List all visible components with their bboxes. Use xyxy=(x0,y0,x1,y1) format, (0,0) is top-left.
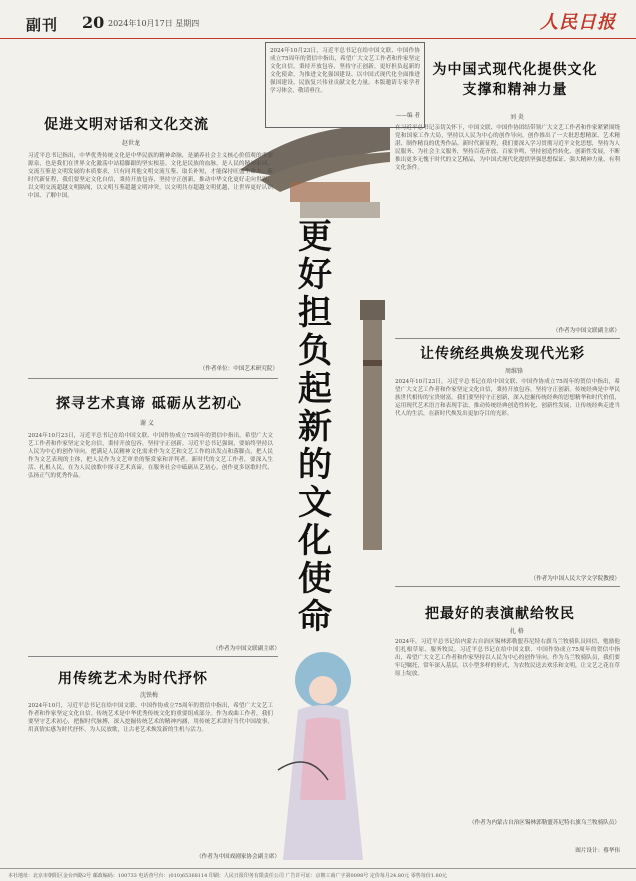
newspaper-logo: 人民日报 xyxy=(540,12,616,33)
divider xyxy=(395,586,620,587)
article-note-3: （作者为中国戏剧家协会副主席） xyxy=(196,854,280,860)
article-title-6: 把最好的表演献给牧民 xyxy=(425,606,575,622)
intro-text: 2024年10月23日，习近平总书记在给中国文联、中国作协成立75周年的贺信中指出，希望广大文艺工作者和作家坚定文化自信，秉持开放包容，坚持守正创新，更好担负起新的文化使命，为推进文化强国建设、以中国式现代化全面推进强国建设、民族复兴伟业贡献文化力量。本版邀请专家学者学习体会，敬请垂注。 xyxy=(270,48,420,94)
article-body-1: 习近平总书记指出，中华优秀传统文化是中华民族的精神命脉，是涵养社会主义核心价值观的重要源泉，也是我们在世界文化激荡中站稳脚跟的坚实根基。文化是民族的血脉，是人民的精神家园。交流互鉴是文明发展的本质要求，只有同其他文明交流互鉴、取长补短，才能保持旺盛生命力。新时代新征程，我们要坚定文化自信，秉持开放包容，坚持守正创新，推动中华文化更好走向世界，以文明交流超越文明隔阂，以文明互鉴超越文明冲突，以文明共存超越文明优越，让世界更好认识中国、了解中国。 xyxy=(28,153,273,199)
article-note-1: （作者单位：中国艺术研究院） xyxy=(199,366,278,372)
divider xyxy=(395,338,620,339)
editor-intro-box xyxy=(265,42,425,128)
masthead xyxy=(0,0,636,39)
article-note-4: （作者为中国文联副主席） xyxy=(552,328,620,334)
article-author-3: 沈铁梅 xyxy=(140,692,159,699)
article-note-6: （作者为内蒙古自治区锡林郭勒盟苏尼特右旗乌兰牧骑队员） xyxy=(468,820,620,826)
article-author-4: 刘 炎 xyxy=(510,114,524,121)
article-body-2: 2024年10月23日，习近平总书记在给中国文联、中国作协成立75周年的贺信中指出，希望广大文艺工作者和作家坚定文化自信，秉持开放包容，坚持守正创新。习近平总书记强调，要始终坚持以人民为中心的创作导向，把满足人民精神文化需求作为文艺和文艺工作的出发点和落脚点，把人民作为文艺表现的主体，把人民作为文艺审美的鉴赏家和评判者。新时代的文艺工作者，要深入生活、扎根人民，在为人民放歌中探寻艺术真谛，在服务社会中砥砺从艺初心，创作更多讴歌时代、弘扬正气的优秀作品。 xyxy=(28,433,273,479)
section-name: 副刊 xyxy=(26,16,59,34)
article-title-5: 让传统经典焕发现代光彩 xyxy=(420,346,585,362)
divider xyxy=(28,656,278,657)
article-title-4: 为中国式现代化提供文化支撑和精神力量 xyxy=(432,62,598,98)
page-number: 20 xyxy=(82,13,105,32)
article-body-3: 2024年10月，习近平总书记在给中国文联、中国作协成立75周年的贺信中指出，希望广大文艺工作者和作家坚定文化自信。传统艺术是中华优秀传统文化的重要组成部分。作为戏曲工作者，我们要坚守艺术初心，把握时代脉搏，深入挖掘传统艺术的精神内涵，用传统艺术讲好当代中国故事，用真情实感为时代抒怀、为人民放歌，让古老艺术焕发新的生机与活力。 xyxy=(28,703,273,733)
article-author-1: 赵世龙 xyxy=(122,140,141,147)
article-title-1: 促进文明对话和文化交流 xyxy=(44,117,209,133)
photo-caption: 图片设计：蔡华伟 xyxy=(575,848,620,854)
article-body-6: 2024年，习近平总书记给内蒙古自治区锡林郭勒盟苏尼特右旗乌兰牧骑队员回信，勉励他们扎根草原、服务牧民。习近平总书记在给中国文联、中国作协成立75周年的贺信中指出，希望广大文艺工作者和作家坚持以人民为中心的创作导向。作为乌兰牧骑队员，我们要牢记嘱托，常年深入基层，以小型多样的形式，为农牧民送去欢乐和文明，让文艺之花在草原上绽放。 xyxy=(395,639,620,677)
article-note-2: （作者为中国文联副主席） xyxy=(212,646,280,652)
article-body-5: 2024年10月23日，习近平总书记在给中国文联、中国作协成立75周年的贺信中指出，希望广大文艺工作者和作家坚定文化自信，秉持开放包容，坚持守正创新。传统经典是中华民族世代相传的宝贵财富。我们要坚持守正创新，深入挖掘传统经典的思想精华和时代价值，运用现代艺术语言和表现手法，推动传统经典创造性转化、创新性发展，让传统经典走进当代人的生活，在新时代焕发出更加夺目的光彩。 xyxy=(395,379,620,417)
article-title-2: 探寻艺术真谛 砥砺从艺初心 xyxy=(56,396,242,412)
intro-sign: ——编 者 xyxy=(395,113,420,119)
opera-performer-illustration xyxy=(268,640,378,860)
article-author-6: 扎 格 xyxy=(510,628,524,635)
article-body-4: 在习近平总书记亲切关怀下，中国文联、中国作协团结带领广大文艺工作者和作家紧紧围绕党和国家工作大局，坚持以人民为中心的创作导向，创作推出了一大批思想精深、艺术精湛、制作精良的优秀作品。新时代新征程，我们要深入学习贯彻习近平文化思想，坚持为人民服务、为社会主义服务，坚持百花齐放、百家争鸣，坚持创造性转化、创新性发展，不断推出更多无愧于时代的文艺精品，为中国式现代化提供坚强思想保证、强大精神力量、有利文化条件。 xyxy=(395,125,620,171)
article-note-5: （作者为中国人民大学文学院教授） xyxy=(530,576,620,582)
main-title: 更好担负起新的文化使命 xyxy=(298,217,332,637)
page-footer: 本社地址：北京市朝阳区金台西路2号 邮政编码：100733 电话查号台：(010)65368114 印刷：人民日报印务有限责任公司 广告许可证：京朝工商广字第0098号 定价每月24.80元 零售每份1.80元 xyxy=(0,868,636,881)
article-author-2: 谢 义 xyxy=(140,420,154,427)
issue-date: 2024年10月17日 星期四 xyxy=(108,19,200,28)
article-title-3: 用传统艺术为时代抒怀 xyxy=(58,671,208,687)
pillar-illustration xyxy=(355,300,390,550)
article-author-5: 周维锋 xyxy=(505,368,524,375)
divider xyxy=(28,378,278,379)
